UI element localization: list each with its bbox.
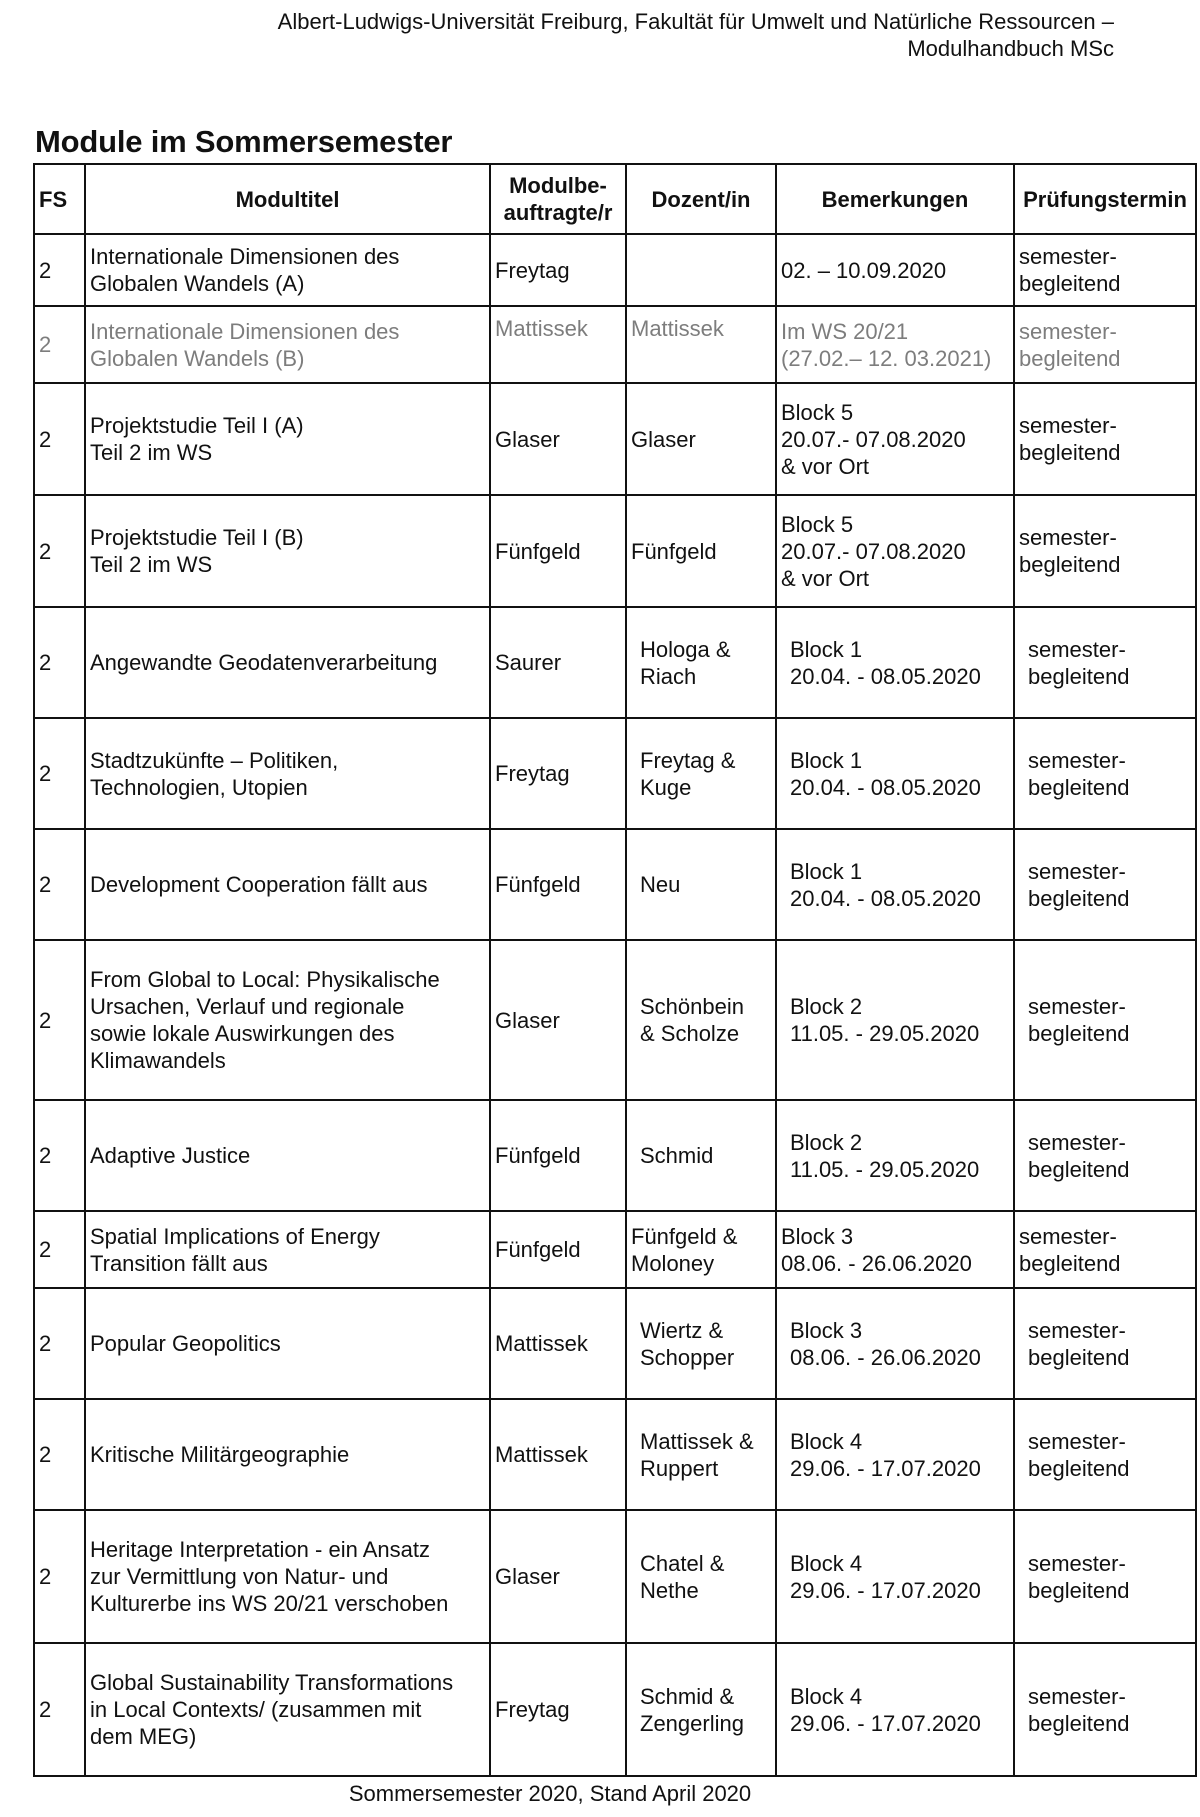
cell-fs: 2 — [34, 829, 85, 940]
cell-pruefungstermin: semester- begleitend — [1014, 1288, 1196, 1399]
cell-beauftragte: Fünfgeld — [490, 1211, 626, 1288]
cell-bemerkungen: Block 4 29.06. - 17.07.2020 — [776, 1399, 1014, 1510]
cell-modultitel: Internationale Dimensionen des Globalen Wandels (A) — [85, 234, 490, 306]
cell-modultitel: Adaptive Justice — [85, 1100, 490, 1211]
header-line-1: Albert-Ludwigs-Universität Freiburg, Fakultät für Umwelt und Natürliche Ressourcen – — [277, 9, 1114, 34]
table-row — [34, 234, 1196, 306]
table-row — [34, 1643, 1196, 1776]
cell-beauftragte: Mattissek — [490, 1288, 626, 1399]
cell-dozent — [626, 234, 776, 306]
cell-fs: 2 — [34, 1100, 85, 1211]
cell-modultitel: Angewandte Geodatenverarbeitung — [85, 607, 490, 718]
cell-dozent: Schmid — [626, 1100, 776, 1211]
cell-beauftragte: Mattissek — [490, 306, 626, 383]
cell-modultitel: Heritage Interpretation - ein Ansatz zur Vermittlung von Natur- und Kulturerbe ins WS 20/21 verschoben — [85, 1510, 490, 1643]
cell-pruefungstermin: semester- begleitend — [1014, 1100, 1196, 1211]
cell-pruefungstermin: semester- begleitend — [1014, 495, 1196, 607]
cell-bemerkungen: Block 3 08.06. - 26.06.2020 — [776, 1211, 1014, 1288]
cell-dozent: Schönbein & Scholze — [626, 940, 776, 1100]
cell-modultitel: Global Sustainability Transformations in Local Contexts/ (zusammen mit dem MEG) — [85, 1643, 490, 1776]
cell-fs: 2 — [34, 306, 85, 383]
table-row — [34, 1399, 1196, 1510]
cell-dozent: Hologa & Riach — [626, 607, 776, 718]
cell-bemerkungen: Block 1 20.04. - 08.05.2020 — [776, 718, 1014, 829]
col-header-bemerkungen: Bemerkungen — [776, 164, 1014, 234]
col-header-modultitel: Modultitel — [85, 164, 490, 234]
cell-fs: 2 — [34, 1643, 85, 1776]
cell-fs: 2 — [34, 718, 85, 829]
page-header — [278, 8, 1114, 62]
table-row — [34, 718, 1196, 829]
cell-beauftragte: Fünfgeld — [490, 829, 626, 940]
cell-bemerkungen: Im WS 20/21 (27.02.– 12. 03.2021) — [776, 306, 1014, 383]
cell-fs: 2 — [34, 1510, 85, 1643]
cell-modultitel: Development Cooperation fällt aus — [85, 829, 490, 940]
cell-pruefungstermin: semester- begleitend — [1014, 1399, 1196, 1510]
table-row — [34, 940, 1196, 1100]
cell-dozent: Mattissek & Ruppert — [626, 1399, 776, 1510]
cell-bemerkungen: Block 1 20.04. - 08.05.2020 — [776, 607, 1014, 718]
cell-dozent: Mattissek — [626, 306, 776, 383]
cell-modultitel: Kritische Militärgeographie — [85, 1399, 490, 1510]
cell-beauftragte: Fünfgeld — [490, 1100, 626, 1211]
table-row — [34, 1211, 1196, 1288]
cell-pruefungstermin: semester- begleitend — [1014, 718, 1196, 829]
table-row — [34, 306, 1196, 383]
page-footer: Sommersemester 2020, Stand April 2020 — [348, 1781, 752, 1806]
cell-modultitel: Spatial Implications of Energy Transition fällt aus — [85, 1211, 490, 1288]
col-header-fs: FS — [34, 164, 85, 234]
cell-bemerkungen: 02. – 10.09.2020 — [776, 234, 1014, 306]
col-header-modulbeauftragte: Modulbe- auftragte/r — [490, 164, 626, 234]
cell-bemerkungen: Block 5 20.07.- 07.08.2020 & vor Ort — [776, 495, 1014, 607]
cell-bemerkungen: Block 2 11.05. - 29.05.2020 — [776, 1100, 1014, 1211]
cell-fs: 2 — [34, 1399, 85, 1510]
cell-pruefungstermin: semester- begleitend — [1014, 829, 1196, 940]
cell-bemerkungen: Block 2 11.05. - 29.05.2020 — [776, 940, 1014, 1100]
page-title: Module im Sommersemester — [35, 124, 453, 159]
cell-beauftragte: Mattissek — [490, 1399, 626, 1510]
cell-beauftragte: Freytag — [490, 1643, 626, 1776]
cell-modultitel: Projektstudie Teil I (A) Teil 2 im WS — [85, 383, 490, 495]
cell-bemerkungen: Block 1 20.04. - 08.05.2020 — [776, 829, 1014, 940]
table-header-row — [34, 164, 1196, 234]
cell-pruefungstermin: semester- begleitend — [1014, 383, 1196, 495]
cell-pruefungstermin: semester- begleitend — [1014, 607, 1196, 718]
cell-dozent: Fünfgeld & Moloney — [626, 1211, 776, 1288]
col-header-dozent: Dozent/in — [626, 164, 776, 234]
cell-dozent: Neu — [626, 829, 776, 940]
table-row — [34, 1100, 1196, 1211]
col-header-pruefungstermin: Prüfungstermin — [1014, 164, 1196, 234]
cell-modultitel: From Global to Local: Physikalische Ursachen, Verlauf und regionale sowie lokale Auswirkungen des Klimawandels — [85, 940, 490, 1100]
cell-modultitel: Projektstudie Teil I (B) Teil 2 im WS — [85, 495, 490, 607]
cell-dozent: Fünfgeld — [626, 495, 776, 607]
cell-beauftragte: Freytag — [490, 718, 626, 829]
cell-pruefungstermin: semester- begleitend — [1014, 234, 1196, 306]
table-row — [34, 829, 1196, 940]
cell-modultitel: Internationale Dimensionen des Globalen Wandels (B) — [85, 306, 490, 383]
cell-modultitel: Stadtzukünfte – Politiken, Technologien, Utopien — [85, 718, 490, 829]
table-row — [34, 1510, 1196, 1643]
cell-fs: 2 — [34, 495, 85, 607]
cell-beauftragte: Fünfgeld — [490, 495, 626, 607]
cell-pruefungstermin: semester- begleitend — [1014, 306, 1196, 383]
cell-bemerkungen: Block 3 08.06. - 26.06.2020 — [776, 1288, 1014, 1399]
cell-fs: 2 — [34, 940, 85, 1100]
cell-pruefungstermin: semester- begleitend — [1014, 940, 1196, 1100]
cell-pruefungstermin: semester- begleitend — [1014, 1510, 1196, 1643]
cell-dozent: Freytag & Kuge — [626, 718, 776, 829]
cell-dozent: Chatel & Nethe — [626, 1510, 776, 1643]
cell-fs: 2 — [34, 607, 85, 718]
cell-pruefungstermin: semester- begleitend — [1014, 1643, 1196, 1776]
cell-dozent: Glaser — [626, 383, 776, 495]
header-line-2: Modulhandbuch MSc — [907, 36, 1114, 61]
cell-bemerkungen: Block 4 29.06. - 17.07.2020 — [776, 1643, 1014, 1776]
cell-pruefungstermin: semester- begleitend — [1014, 1211, 1196, 1288]
cell-dozent: Schmid & Zengerling — [626, 1643, 776, 1776]
cell-beauftragte: Glaser — [490, 383, 626, 495]
table-row — [34, 1288, 1196, 1399]
cell-dozent: Wiertz & Schopper — [626, 1288, 776, 1399]
cell-modultitel: Popular Geopolitics — [85, 1288, 490, 1399]
cell-fs: 2 — [34, 383, 85, 495]
table-row — [34, 607, 1196, 718]
cell-beauftragte: Glaser — [490, 940, 626, 1100]
cell-fs: 2 — [34, 234, 85, 306]
cell-beauftragte: Glaser — [490, 1510, 626, 1643]
cell-bemerkungen: Block 4 29.06. - 17.07.2020 — [776, 1510, 1014, 1643]
cell-beauftragte: Freytag — [490, 234, 626, 306]
table-row — [34, 495, 1196, 607]
cell-fs: 2 — [34, 1288, 85, 1399]
table-row — [34, 383, 1196, 495]
cell-bemerkungen: Block 5 20.07.- 07.08.2020 & vor Ort — [776, 383, 1014, 495]
cell-fs: 2 — [34, 1211, 85, 1288]
module-table — [33, 163, 1197, 1777]
cell-beauftragte: Saurer — [490, 607, 626, 718]
